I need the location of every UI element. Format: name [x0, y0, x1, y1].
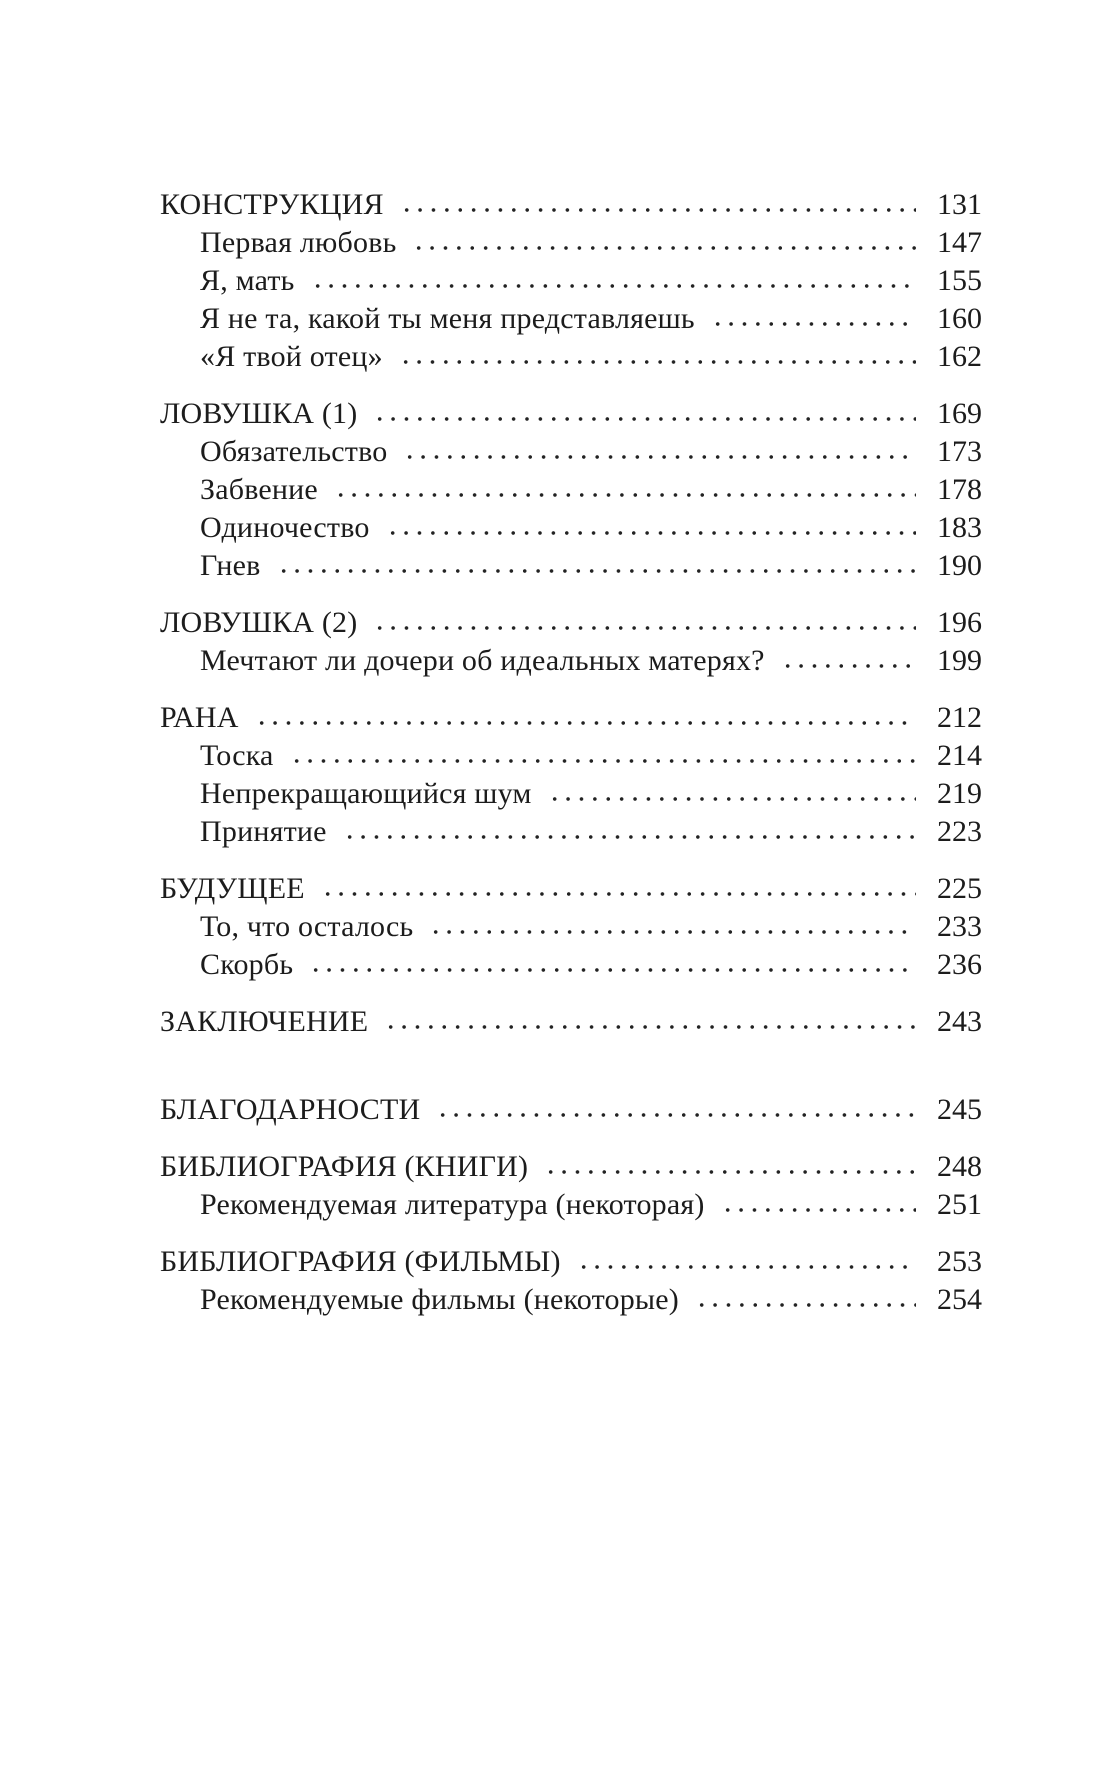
page-number: 199 — [937, 644, 982, 677]
toc-row — [160, 813, 982, 851]
toc-row — [160, 509, 982, 547]
page-number: 225 — [937, 872, 982, 905]
toc-entry-label: БЛАГОДАРНОСТИ — [160, 1093, 421, 1126]
page-number: 214 — [937, 739, 982, 772]
page-number: 245 — [937, 1093, 982, 1126]
toc-entry-label: ЗАКЛЮЧЕНИЕ — [160, 1005, 369, 1038]
toc-row — [160, 642, 982, 680]
toc-row — [160, 699, 982, 737]
dot-leader — [251, 699, 916, 737]
page-number: 248 — [937, 1150, 982, 1183]
page-number: 155 — [937, 264, 982, 297]
toc-entry-label: Мечтают ли дочери об идеальных матерях? — [200, 644, 765, 677]
dot-leader — [544, 775, 916, 813]
dot-leader — [425, 908, 916, 946]
dot-leader — [317, 870, 916, 908]
toc-entry-label: Гнев — [200, 549, 261, 582]
page-number: 219 — [937, 777, 982, 810]
toc-row — [160, 300, 982, 338]
toc-entry-label: Обязательство — [200, 435, 388, 468]
toc-entry-label: «Я твой отец» — [200, 340, 383, 373]
toc-entry-label: ЛОВУШКА (1) — [160, 397, 358, 430]
toc-entry-label: БИБЛИОГРАФИЯ (ФИЛЬМЫ) — [160, 1245, 561, 1278]
dot-leader — [540, 1148, 916, 1186]
dot-leader — [432, 1091, 916, 1129]
page-number: 147 — [937, 226, 982, 259]
toc-row — [160, 775, 982, 813]
toc-entry-label: Я не та, какой ты меня представляешь — [200, 302, 695, 335]
table-of-contents — [160, 186, 982, 1319]
toc-entry-label: Рекомендуемые фильмы (некоторые) — [200, 1283, 679, 1316]
toc-entry-label: То, что осталось — [200, 910, 414, 943]
toc-row — [160, 395, 982, 433]
page-number: 160 — [937, 302, 982, 335]
page-number: 243 — [937, 1005, 982, 1038]
page-number: 253 — [937, 1245, 982, 1278]
dot-leader — [573, 1243, 916, 1281]
toc-row — [160, 224, 982, 262]
dot-leader — [777, 642, 916, 680]
page-number: 233 — [937, 910, 982, 943]
page-number: 169 — [937, 397, 982, 430]
toc-entry-label: БУДУЩЕЕ — [160, 872, 305, 905]
toc-row — [160, 1091, 982, 1129]
toc-entry-label: Забвение — [200, 473, 318, 506]
dot-leader — [382, 509, 916, 547]
toc-row — [160, 262, 982, 300]
page-number: 254 — [937, 1283, 982, 1316]
page-number: 162 — [937, 340, 982, 373]
toc-row — [160, 1243, 982, 1281]
toc-row — [160, 433, 982, 471]
toc-row — [160, 547, 982, 585]
dot-leader — [395, 338, 916, 376]
toc-row — [160, 870, 982, 908]
toc-entry-label: ЛОВУШКА (2) — [160, 606, 358, 639]
toc-row — [160, 186, 982, 224]
dot-leader — [707, 300, 916, 338]
dot-leader — [339, 813, 916, 851]
page-number: 183 — [937, 511, 982, 544]
dot-leader — [307, 262, 916, 300]
toc-entry-label: Первая любовь — [200, 226, 397, 259]
toc-entry-label: Тоска — [200, 739, 274, 772]
page-number: 212 — [937, 701, 982, 734]
page-number: 251 — [937, 1188, 982, 1221]
page-number: 223 — [937, 815, 982, 848]
dot-leader — [369, 604, 916, 642]
dot-leader — [305, 946, 916, 984]
dot-leader — [380, 1003, 916, 1041]
dot-leader — [396, 186, 916, 224]
toc-entry-label: БИБЛИОГРАФИЯ (КНИГИ) — [160, 1150, 529, 1183]
toc-entry-label: Я, мать — [200, 264, 295, 297]
toc-row — [160, 1003, 982, 1041]
toc-entry-label: РАНА — [160, 701, 239, 734]
toc-entry-label: КОНСТРУКЦИЯ — [160, 188, 384, 221]
page-number: 236 — [937, 948, 982, 981]
page-number: 173 — [937, 435, 982, 468]
toc-entry-label: Скорбь — [200, 948, 294, 981]
dot-leader — [399, 433, 916, 471]
dot-leader — [286, 737, 916, 775]
toc-row — [160, 908, 982, 946]
toc-entry-label: Непрекращающийся шум — [200, 777, 532, 810]
toc-entry-label: Одиночество — [200, 511, 370, 544]
dot-leader — [330, 471, 916, 509]
dot-leader — [717, 1186, 916, 1224]
page-number: 196 — [937, 606, 982, 639]
dot-leader — [691, 1281, 916, 1319]
page-number: 178 — [937, 473, 982, 506]
toc-row — [160, 946, 982, 984]
toc-row — [160, 737, 982, 775]
toc-row — [160, 1148, 982, 1186]
page-number: 190 — [937, 549, 982, 582]
page-number: 131 — [937, 188, 982, 221]
dot-leader — [408, 224, 916, 262]
dot-leader — [369, 395, 916, 433]
toc-row — [160, 1186, 982, 1224]
toc-row — [160, 604, 982, 642]
toc-row — [160, 338, 982, 376]
toc-entry-label: Рекомендуемая литература (некоторая) — [200, 1188, 705, 1221]
dot-leader — [273, 547, 916, 585]
toc-entry-label: Принятие — [200, 815, 327, 848]
toc-row — [160, 1281, 982, 1319]
toc-row — [160, 471, 982, 509]
